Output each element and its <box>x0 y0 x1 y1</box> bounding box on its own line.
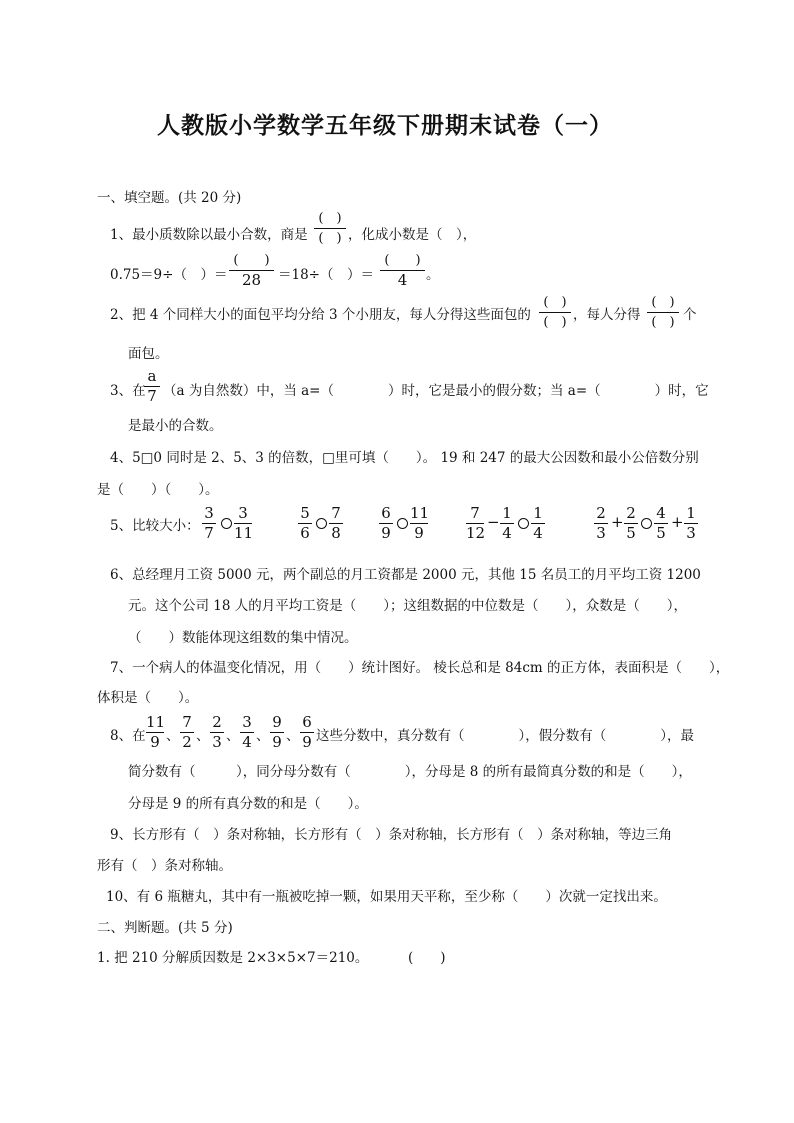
q3-text-a: （a 为自然数）中，当 a=（ ）时，它是最小的假分数；当 a=（ ）时，它 <box>163 383 709 399</box>
q8-fraction: 3 4 <box>240 714 254 751</box>
q1-text-a-suffix: ，化成小数是（ ）， <box>348 227 477 243</box>
q8-text-a: 这些分数中，真分数有（ ），假分数有（ ），最 <box>316 728 694 744</box>
q7-text-a: 7、一个病人的体温变化情况，用（ ）统计图好。 棱长总和是 84cm 的正方体，表面积是（ ）， <box>110 660 730 676</box>
q1-text-b2: ＝18÷（ ）＝ <box>278 267 374 283</box>
q3-text-b: 是最小的合数。 <box>128 418 223 434</box>
q8-separator: 、 <box>226 728 240 744</box>
q6-text-b: 元。这个公司 18 人的月平均工资是（ ）；这组数据的中位数是（ ），众数是（ ）， <box>128 598 688 614</box>
q1-fraction-28[interactable]: ( ) 28 <box>229 252 274 289</box>
q5-fraction: 1 4 <box>500 505 514 542</box>
q5-plus-sign: + <box>611 513 624 531</box>
q5-fraction: 2 3 <box>594 505 608 542</box>
q5-label: 5、比较大小： <box>110 518 200 534</box>
q5-fraction: 1 3 <box>684 505 698 542</box>
q7-text-b: 体积是（ ）。 <box>97 690 199 706</box>
q5-fraction: 4 5 <box>654 505 668 542</box>
q8-separator: 、 <box>166 728 180 744</box>
q8-separator: 、 <box>196 728 210 744</box>
q5-compare-circle-5[interactable] <box>641 518 652 529</box>
q5-fraction: 3 11 <box>234 504 254 542</box>
section-heading-true-false: 二、判断题。(共 5 分) <box>97 920 233 936</box>
q5-fraction: 11 9 <box>410 504 430 542</box>
q5-fraction: 2 5 <box>624 505 638 542</box>
q6-text-c: （ ）数能体现这组数的集中情况。 <box>128 630 358 646</box>
q1-text-b1: 0.75＝9÷（ ）＝ <box>110 267 228 283</box>
q8-separator: 、 <box>286 728 300 744</box>
q3-fraction-a7: a 7 <box>144 368 160 405</box>
q8-fraction: 11 9 <box>146 713 166 751</box>
q6-text-a: 6、总经理月工资 5000 元，两个副总的月工资都是 2000 元，其他 15 名员工的月平均工资 1200 <box>110 567 701 583</box>
q2-blank-fraction-2[interactable]: ( ) ( ) <box>647 294 679 331</box>
q5-fraction: 6 9 <box>379 505 393 542</box>
q2-text-b: 面包。 <box>128 346 169 362</box>
q5-compare-circle-3[interactable] <box>397 518 408 529</box>
q5-fraction: 1 4 <box>531 505 545 542</box>
q8-fraction: 6 9 <box>300 714 314 751</box>
q5-fraction: 7 8 <box>329 505 343 542</box>
q1-text-a: 1、最小质数除以最小合数，商是 <box>110 227 308 243</box>
q2-text-a: 2、把 4 个同样大小的面包平均分给 3 个小朋友，每人分得这些面包的 <box>110 307 531 323</box>
q2-blank-fraction-1[interactable]: ( ) ( ) <box>539 294 571 331</box>
q8-fraction: 9 9 <box>270 714 284 751</box>
q8-text-b: 简分数有（ ），同分母分数有（ ），分母是 8 的所有最简真分数的和是（ ）， <box>128 764 692 780</box>
q8-separator: 、 <box>256 728 270 744</box>
q8-fraction: 2 3 <box>210 714 224 751</box>
q9-text-a: 9、长方形有（ ）条对称轴，长方形有（ ）条对称轴，长方形有（ ）条对称轴，等边三角 <box>110 827 673 843</box>
section-heading-fill-blank: 一、填空题。(共 20 分) <box>97 190 242 206</box>
q5-compare-circle-1[interactable] <box>221 518 232 529</box>
q2-text-a-suffix: 个 <box>683 307 697 323</box>
q3-text-prefix: 3、在 <box>110 383 146 399</box>
q5-fraction: 7 12 <box>466 504 486 542</box>
q8-fraction: 7 2 <box>180 714 194 751</box>
tf-q1-answer-blank[interactable]: ( ) <box>408 950 446 966</box>
q1-text-b3: 。 <box>426 267 440 283</box>
q8-text-c: 分母是 9 的所有真分数的和是（ ）。 <box>128 796 368 812</box>
q9-text-b: 形有（ ）条对称轴。 <box>97 858 232 874</box>
q5-fraction: 5 6 <box>298 505 312 542</box>
q1-blank-fraction[interactable]: ( ) ( ) <box>314 210 346 247</box>
q5-compare-circle-4[interactable] <box>518 518 529 529</box>
q5-minus-sign: − <box>487 513 500 531</box>
q5-fraction: 3 7 <box>202 505 216 542</box>
q4-text-b: 是（ ）（ ）。 <box>97 482 219 498</box>
q8-text-prefix: 8、在 <box>110 728 146 744</box>
q4-text-a: 4、5□0 同时是 2、5、3 的倍数，□里可填（ ）。 19 和 247 的最大公因数和最小公倍数分别 <box>110 450 699 466</box>
q5-compare-circle-2[interactable] <box>316 518 327 529</box>
tf-q1-text: 1. 把 210 分解质因数是 2×3×5×7＝210。 <box>97 950 369 966</box>
q5-plus-sign: + <box>671 513 684 531</box>
page-title: 人教版小学数学五年级下册期末试卷（一） <box>157 112 613 139</box>
q2-text-a-mid: ，每人分得 <box>573 307 641 323</box>
q1-fraction-4[interactable]: ( ) 4 <box>380 252 425 289</box>
q10-text: 10、有 6 瓶糖丸，其中有一瓶被吃掉一颗，如果用天平称，至少称（ ）次就一定找出来。 <box>106 889 667 905</box>
